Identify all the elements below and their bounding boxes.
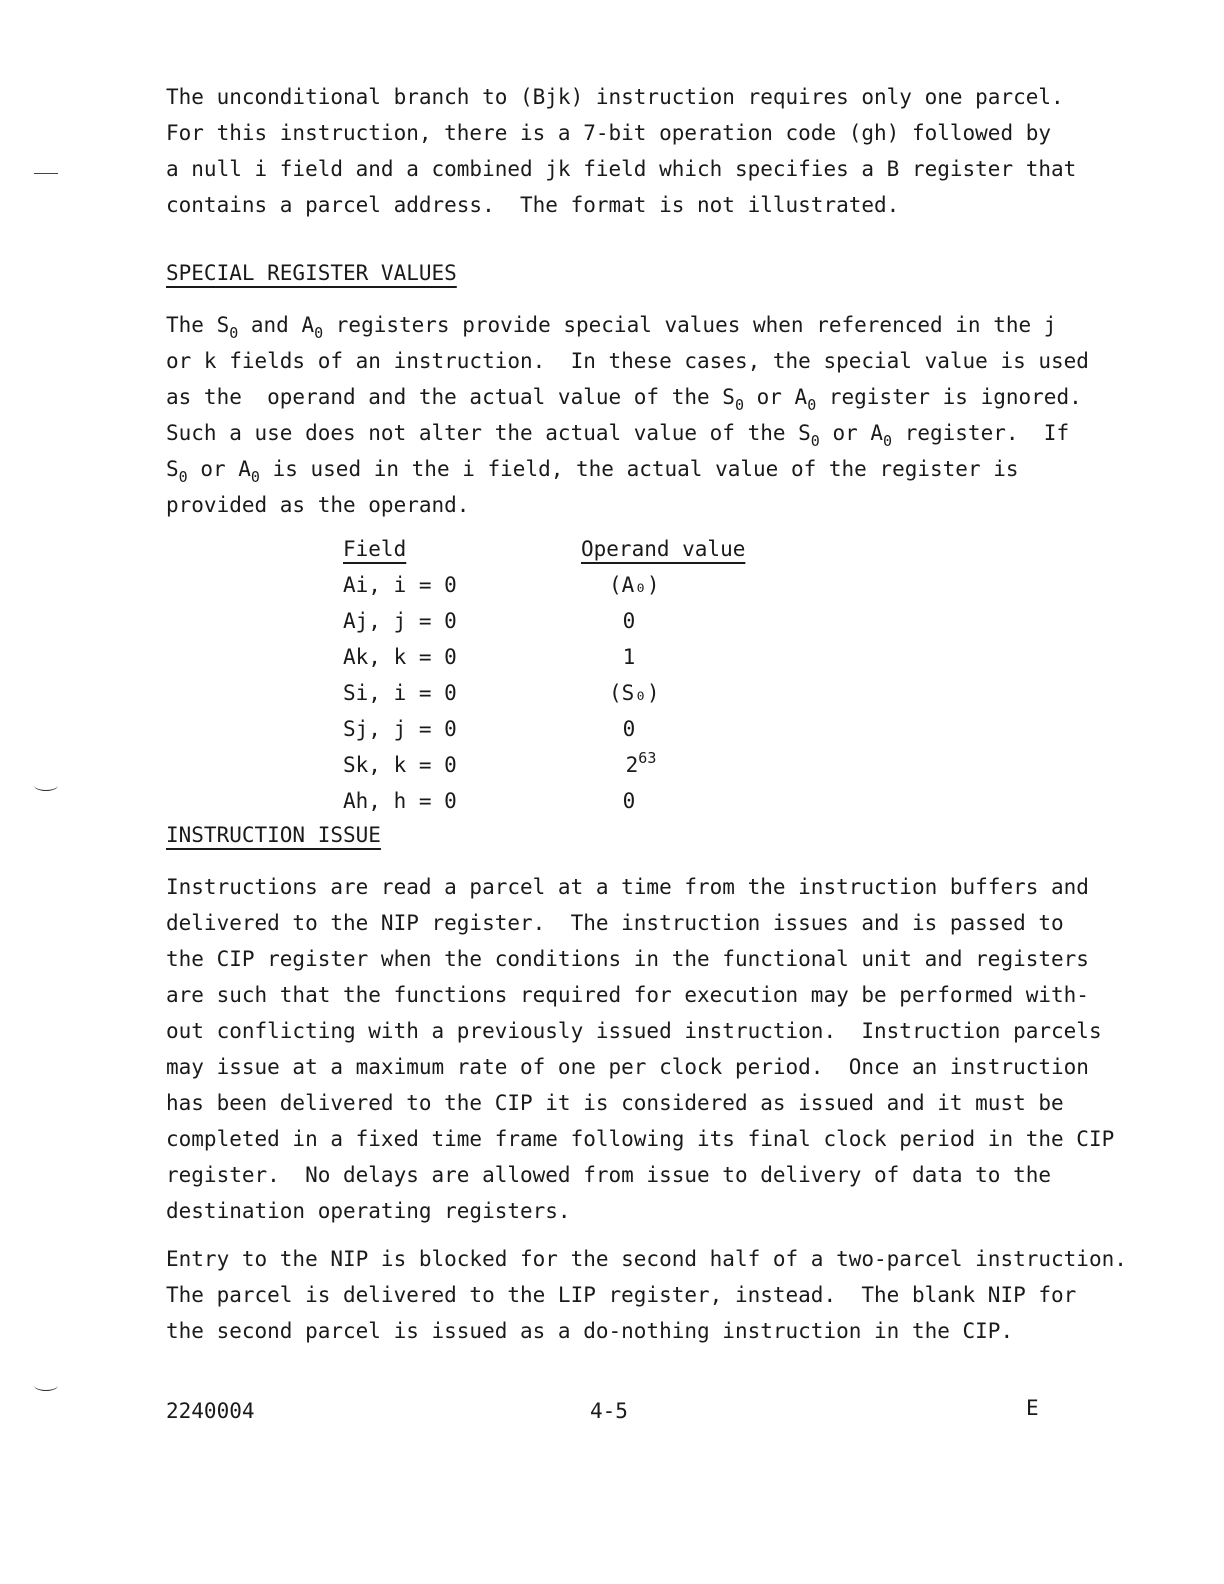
table-row [343,639,763,675]
margin-mark [34,780,58,791]
text-line: Such a use does not alter the actual value of the $S_0$ or $A_0$ register. If [166,421,1070,450]
table-row [343,711,763,747]
nip-paragraph [166,1241,1127,1349]
section-heading-special-register-values: SPECIAL REGISTER VALUES [166,261,457,285]
field-cell: Sj, j = 0 [343,717,457,741]
table-row [343,783,763,819]
text-line: Entry to the NIP is blocked for the second half of a two-parcel instruction. [166,1247,1127,1271]
text-line: are such that the functions required for execution may be performed with- [166,983,1089,1007]
intro-paragraph [166,79,1086,223]
instruction-issue-paragraph [166,869,1115,1229]
text-line: The unconditional branch to (Bjk) instruction requires only one parcel. [166,85,1064,109]
section-heading-instruction-issue: INSTRUCTION ISSUE [166,823,381,847]
value-cell: 0 [622,789,636,813]
text-line: the CIP register when the conditions in the functional unit and registers [166,947,1089,971]
field-cell: Si, i = 0 [343,681,457,705]
text-line: register. No delays are allowed from issue to delivery of data to the [166,1163,1052,1187]
margin-mark [34,172,58,174]
footer-document-number: 2240004 [166,1399,255,1423]
value-cell: (S₀) [609,681,660,705]
value-cell: 0 [622,717,636,741]
text-line: provided as the operand. [166,493,470,517]
text-line: Instructions are read a parcel at a time from the instruction buffers and [166,875,1089,899]
footer-page-number: 4-5 [590,1399,628,1423]
field-cell: Sk, k = 0 [343,753,457,777]
table-row [343,567,763,603]
special-register-paragraph [166,307,1089,523]
table-row [343,675,763,711]
field-cell: Ak, k = 0 [343,645,457,669]
table-row [343,747,763,783]
text-line: has been delivered to the CIP it is considered as issued and it must be [166,1091,1064,1115]
column-header-operand-value: Operand value [581,537,746,561]
column-header-field: Field [343,537,407,561]
text-line: delivered to the NIP register. The instruction issues and is passed to [166,911,1064,935]
table-row [343,603,763,639]
field-cell: Ai, i = 0 [343,573,457,597]
text-line: The $S_0$ and $A_0$ registers provide special values when referenced in the j [166,313,1057,342]
value-cell: (A₀) [609,573,660,597]
text-line: contains a parcel address. The format is not illustrated. [166,193,900,217]
text-line: destination operating registers. [166,1199,571,1223]
text-line: completed in a fixed time frame following its final clock period in the CIP [166,1127,1115,1151]
text-line: $S_0$ or $A_0$ is used in the i field, the actual value of the register is [166,457,1019,486]
text-line: For this instruction, there is a 7-bit operation code (gh) followed by [166,121,1052,145]
text-line: may issue at a maximum rate of one per clock period. Once an instruction [166,1055,1089,1079]
margin-mark [34,1380,58,1391]
field-cell: Aj, j = 0 [343,609,457,633]
footer-revision: E [1026,1396,1039,1420]
table-header-row [343,531,763,567]
value-cell: 1 [622,645,636,669]
field-cell: Ah, h = 0 [343,789,457,813]
text-line: out conflicting with a previously issued instruction. Instruction parcels [166,1019,1102,1043]
value-cell: 0 [622,609,636,633]
text-line: The parcel is delivered to the LIP register, instead. The blank NIP for [166,1283,1077,1307]
operand-value-table [343,531,763,819]
text-line: as the operand and the actual value of the $S_0$ or $A_0$ register is ignored. [166,385,1082,414]
text-line: or k fields of an instruction. In these cases, the special value is used [166,349,1089,373]
text-line: the second parcel is issued as a do-nothing instruction in the CIP. [166,1319,1014,1343]
value-cell: $2^{63}$ [625,749,657,777]
text-line: a null i field and a combined jk field which specifies a B register that [166,157,1077,181]
